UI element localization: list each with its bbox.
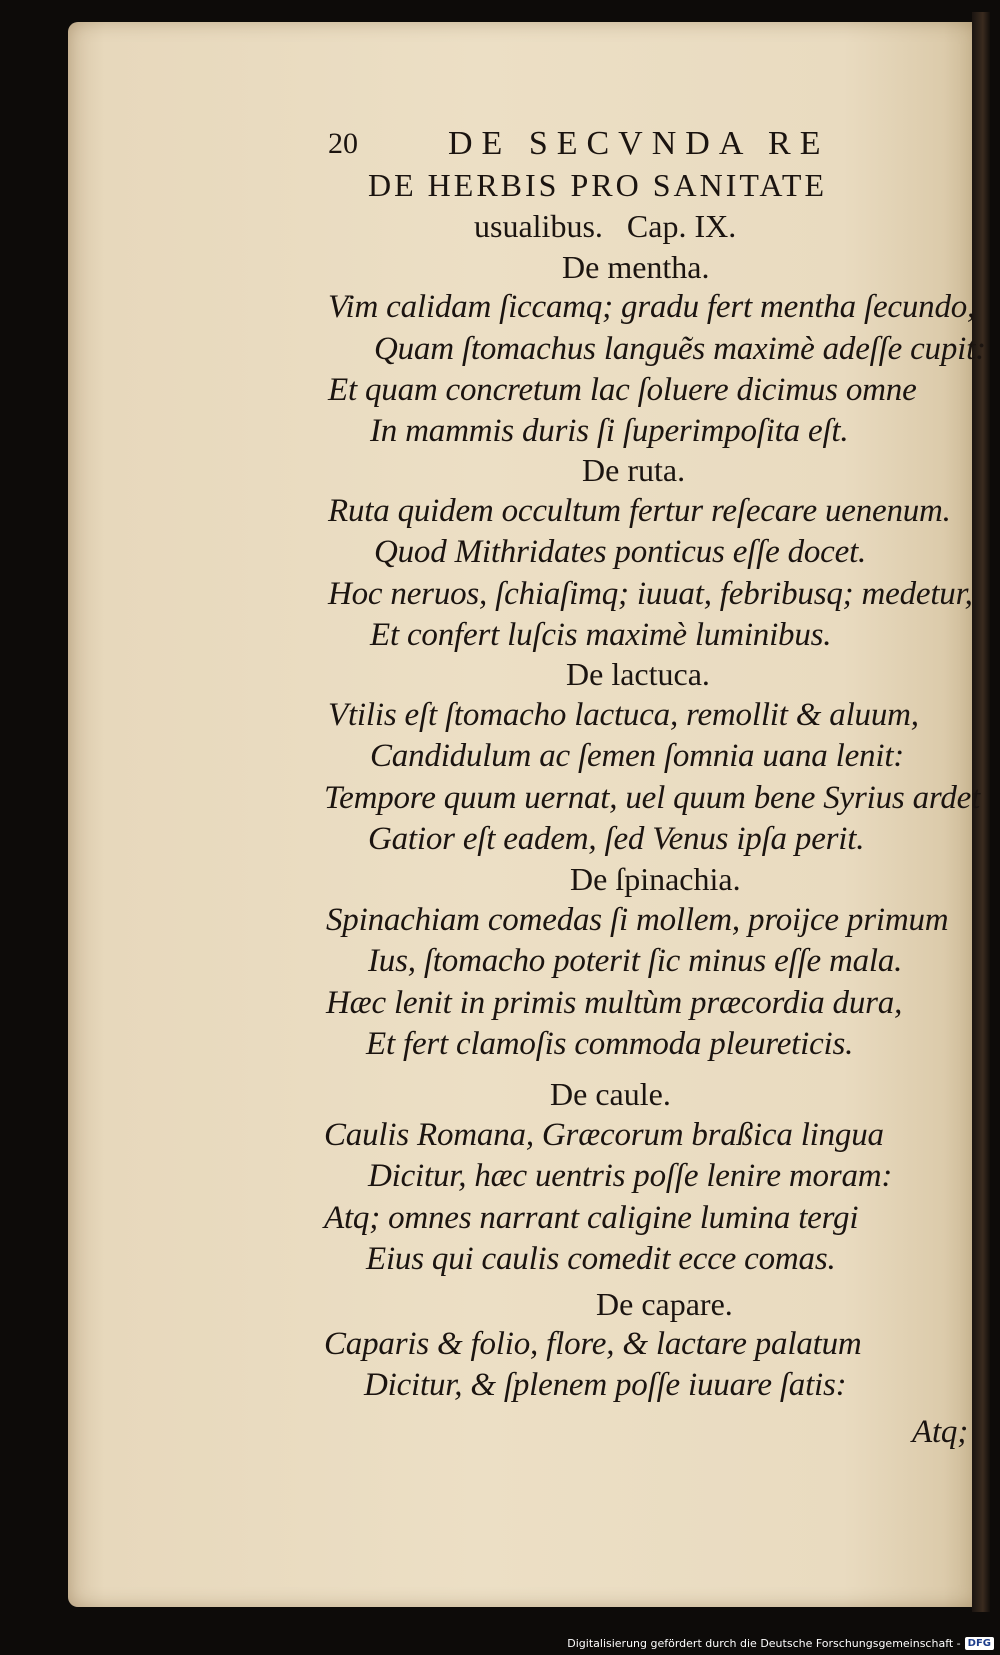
verse-line: Gatior eſt eadem, ſed Venus ipſa perit.	[368, 821, 865, 857]
verse-line: Tempore quum uernat, uel quum bene Syrius ardet	[324, 780, 981, 816]
dfg-logo: DFG	[965, 1637, 994, 1650]
verse-line: Vim calidam ſiccamq; gradu fert mentha ſecundo,	[328, 289, 976, 325]
verse-line: In mammis duris ſi ſuperimpoſita eſt.	[370, 413, 849, 449]
verse-line: Ius, ſtomacho poterit ſic minus eſſe mala.	[368, 943, 903, 979]
verse-line: Eius qui caulis comedit ecce comas.	[366, 1241, 836, 1277]
section-heading: De ſpinachia.	[570, 861, 741, 897]
section-heading: De mentha.	[562, 249, 710, 285]
verse-line: Quam ſtomachus languẽs maximè adeſſe cupit:	[374, 331, 986, 367]
verse-line: Dicitur, hæc uentris poſſe lenire moram:	[368, 1158, 893, 1194]
verse-line: Hoc neruos, ſchiaſimq; iuuat, febribusq; medetur,	[328, 576, 973, 612]
section-heading: De capare.	[596, 1286, 733, 1322]
verse-line: Vtilis eſt ſtomacho lactuca, remollit & aluum,	[328, 697, 919, 733]
section-heading: De ruta.	[582, 452, 686, 488]
verse-line: Et fert clamoſis commoda pleureticis.	[366, 1026, 854, 1062]
verse-line: Et quam concretum lac ſoluere dicimus omne	[328, 372, 917, 408]
verse-line: Caparis & folio, flore, & lactare palatum	[324, 1326, 862, 1362]
page-number: 20	[328, 127, 358, 160]
verse-line: Ruta quidem occultum fertur reſecare uenenum.	[328, 493, 951, 529]
credit-text: Digitalisierung gefördert durch die Deutsche Forschungsgemeinschaft -	[567, 1636, 961, 1650]
verse-line: Caulis Romana, Græcorum braßica lingua	[324, 1117, 884, 1153]
running-title: DE SECVNDA RE	[448, 125, 830, 162]
verse-line: Atq; omnes narrant caligine lumina tergi	[324, 1200, 859, 1236]
catchword: Atq;	[912, 1414, 969, 1450]
verse-line: Spinachiam comedas ſi mollem, proijce primum	[326, 902, 949, 938]
verse-line: Hæc lenit in primis multùm præcordia dura,	[326, 985, 903, 1021]
verse-line: Dicitur, & ſplenem poſſe iuuare ſatis:	[364, 1367, 847, 1403]
chapter-title: DE HERBIS PRO SANITATE	[368, 167, 828, 203]
verse-line: Quod Mithridates ponticus eſſe docet.	[374, 534, 867, 570]
chapter-subtitle: usualibus. Cap. IX.	[474, 208, 737, 244]
section-heading: De lactuca.	[566, 656, 710, 692]
digitization-credit	[567, 1633, 994, 1653]
verse-line: Et confert luſcis maximè luminibus.	[370, 617, 832, 653]
verse-line: Candidulum ac ſemen ſomnia uana lenit:	[370, 738, 905, 774]
section-heading: De caule.	[550, 1076, 671, 1112]
